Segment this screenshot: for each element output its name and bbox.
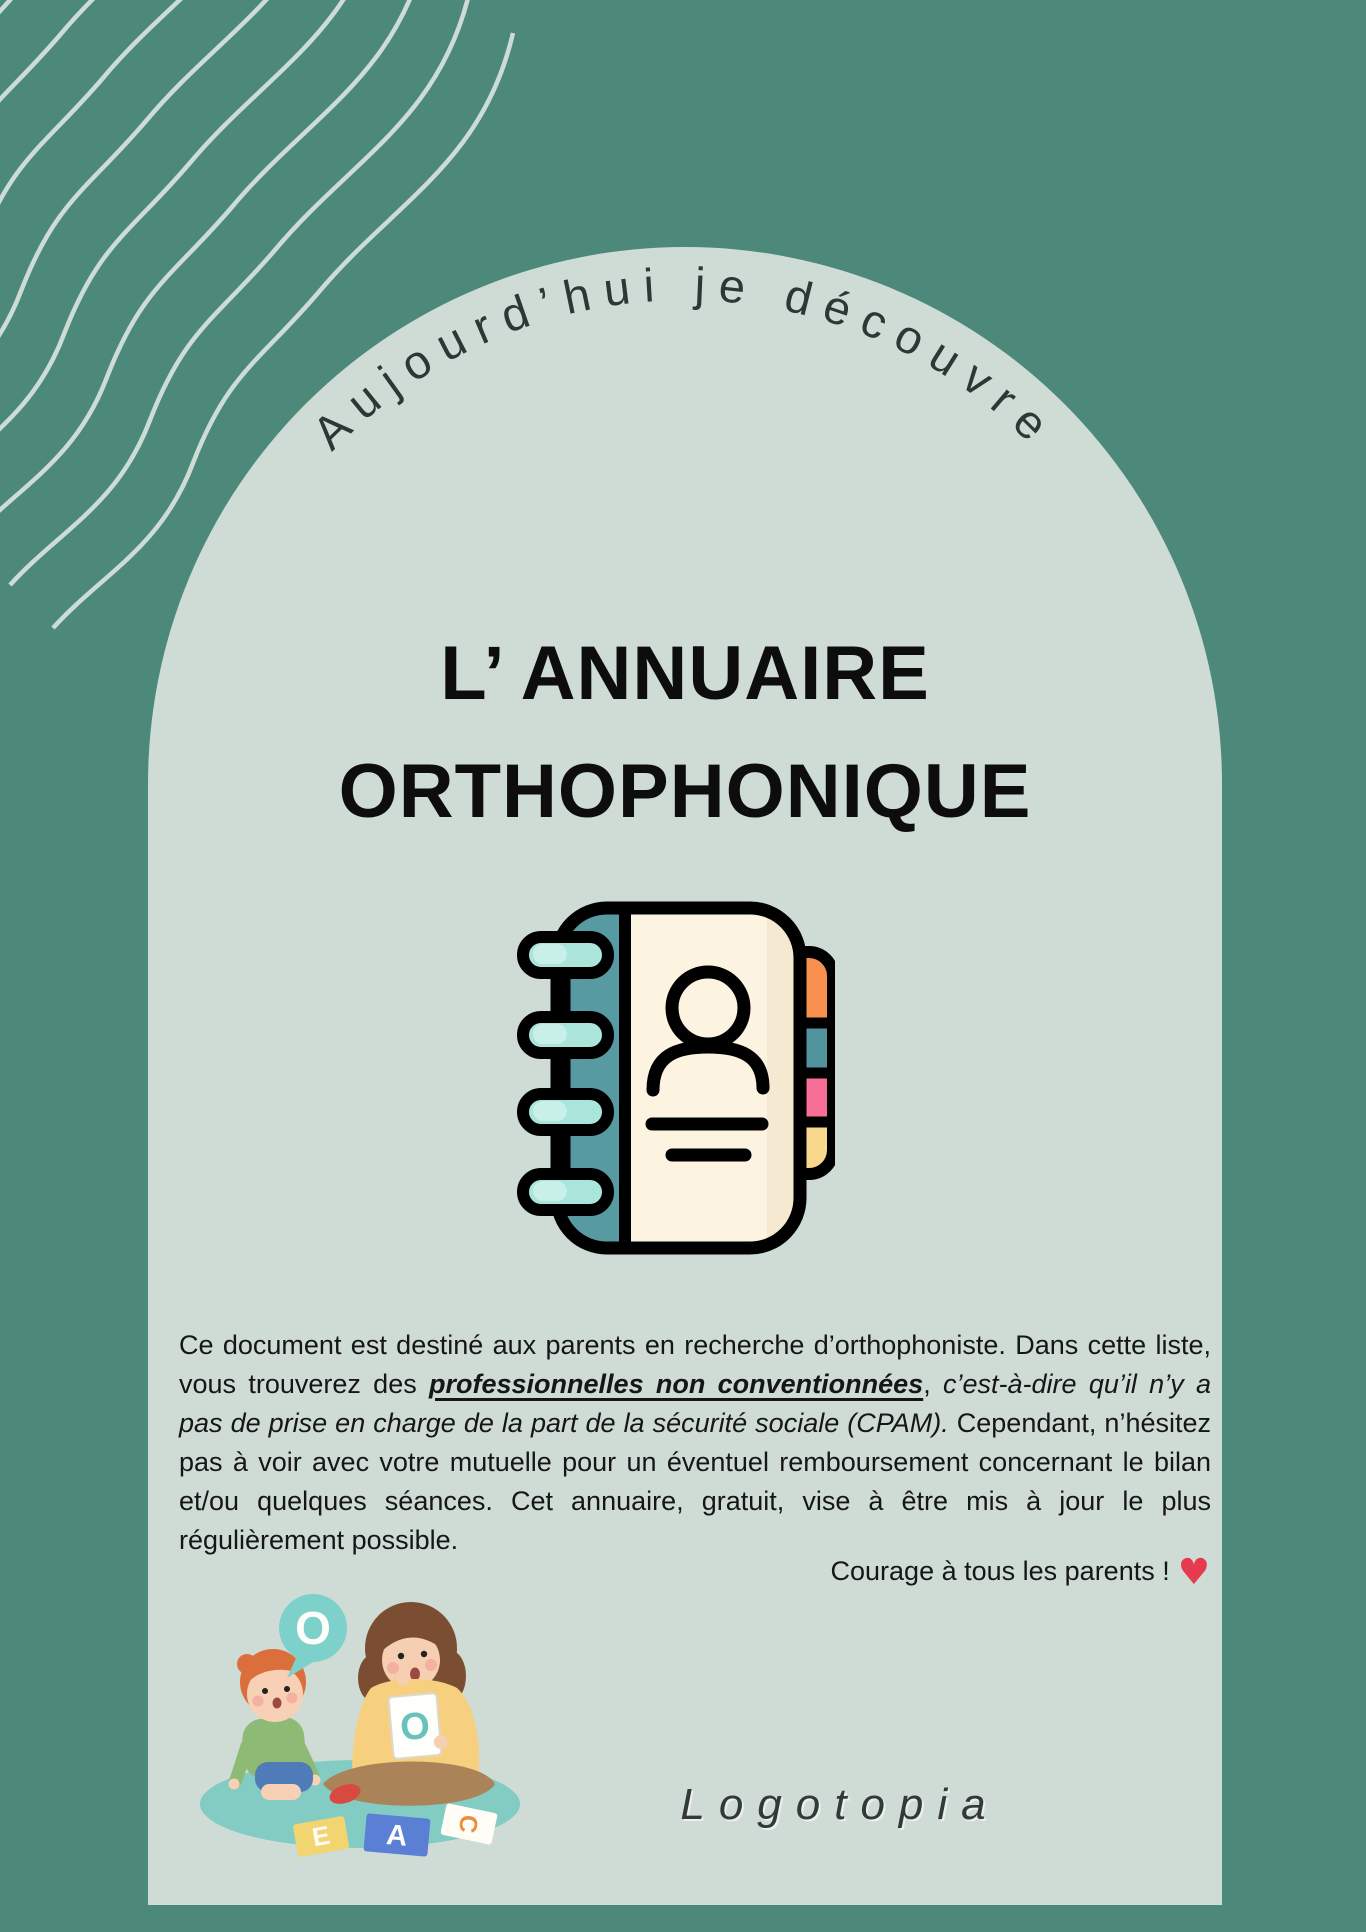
title-line-2: ORTHOPHONIQUE bbox=[338, 749, 1032, 834]
courage-line bbox=[831, 1552, 1210, 1593]
title-line-1: L’ ANNUAIRE bbox=[440, 631, 930, 716]
curved-banner-text: Aujourd’hui je découvre bbox=[301, 257, 1069, 460]
floor-letter-a: A bbox=[385, 1819, 409, 1853]
floor-letter-e: E bbox=[309, 1819, 333, 1853]
address-book-icon bbox=[505, 900, 835, 1260]
paragraph-separator: , bbox=[923, 1369, 944, 1399]
bubble-letter: O bbox=[295, 1602, 331, 1654]
child bbox=[229, 1649, 321, 1800]
paragraph-part2: Cependant, n’hésitez pas à voir avec votre mutuelle pour un éventuel remboursement concernant le bilan et/ou quelques séances. Cet annuaire, gratuit, vise à être mis à jour le plus régulièrement possible. bbox=[179, 1408, 1211, 1555]
paragraph-highlight: professionnelles non conventionnées bbox=[429, 1369, 924, 1399]
page-title bbox=[148, 615, 1222, 851]
speech-therapy-illustration bbox=[195, 1588, 525, 1908]
paragraph-part1: Ce document est destiné aux parents en recherche d’orthophoniste. Dans cette liste, vous trouverez des bbox=[179, 1330, 1211, 1399]
svg-text:Aujourd’hui je découvre bbox=[302, 257, 1068, 459]
card-letter: O bbox=[398, 1704, 432, 1750]
heart-icon: ♥ bbox=[1177, 1552, 1210, 1593]
paragraph-italic: c’est-à-dire qu’il n’y a pas de prise en charge de la part de la sécurité sociale (CPAM). bbox=[179, 1369, 1212, 1438]
floor-letter-c: C bbox=[453, 1813, 484, 1835]
intro-paragraph bbox=[179, 1326, 1211, 1560]
courage-text: Courage à tous les parents ! bbox=[830, 1556, 1170, 1586]
therapist bbox=[323, 1602, 495, 1808]
brand-logotopia: Logotopia bbox=[680, 1780, 1000, 1829]
letter-card bbox=[388, 1693, 441, 1759]
